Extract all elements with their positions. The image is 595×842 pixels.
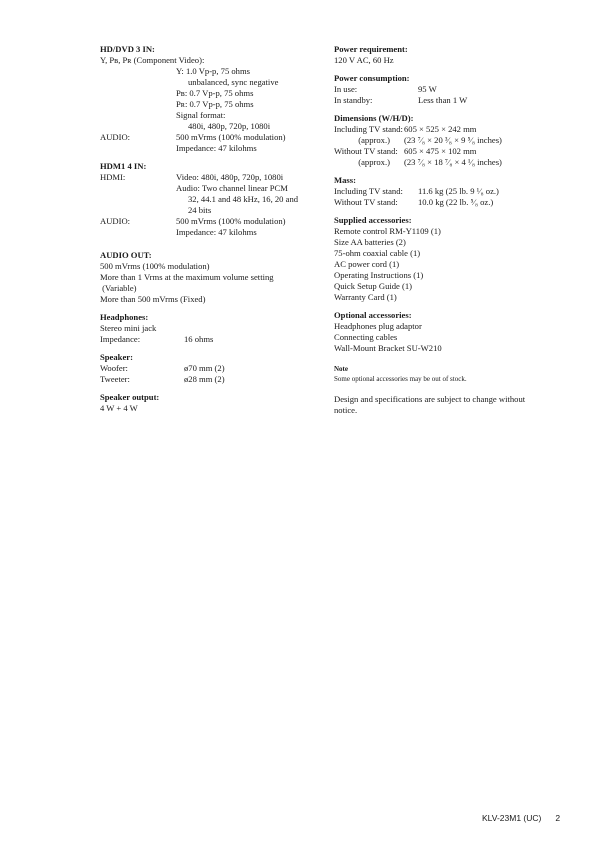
dim-incl-label: Including TV stand: (334, 124, 403, 134)
hddvd-heading: HD/DVD 3 IN: (100, 44, 155, 54)
dim-incl-inch-row (334, 135, 559, 146)
hdmi-audio-value: 500 mVrms (100% modulation) (176, 216, 286, 226)
hdmi-video: Video: 480i, 480p, 720p, 1080i (176, 172, 284, 182)
right-column (334, 44, 559, 416)
list-item: Remote control RM-Y1109 (1) (334, 226, 441, 236)
mass-excl-value: 10.0 kg (22 lb. ⁵⁄₈ oz.) (418, 197, 494, 207)
hdmi-video-row (100, 172, 320, 183)
pb-spec: Pʙ: 0.7 Vp-p, 75 ohms (176, 88, 254, 98)
audio-out-line-1: 500 mVrms (100% modulation) (100, 261, 210, 271)
woofer-label: Woofer: (100, 363, 128, 373)
woofer-row (100, 363, 320, 374)
headphones-impedance-row (100, 334, 320, 345)
list-item: 75-ohm coaxial cable (1) (334, 248, 421, 258)
hdmi-audio-3: 24 bits (188, 205, 212, 215)
list-item: Wall-Mount Bracket SU-W210 (334, 343, 442, 353)
pr-spec: Pʀ: 0.7 Vp-p, 75 ohms (176, 99, 254, 109)
model-number: KLV-23M1 (UC) (482, 813, 542, 823)
speaker-output-value: 4 W + 4 W (100, 403, 138, 413)
woofer-value: ø70 mm (2) (184, 363, 225, 373)
speaker-output-heading: Speaker output: (100, 392, 160, 402)
tweeter-row (100, 374, 320, 385)
speaker-heading: Speaker: (100, 352, 133, 362)
hddvd-impedance: Impedance: 47 kilohms (176, 143, 257, 153)
supplied-accessories-heading: Supplied accessories: (334, 215, 412, 225)
signal-formats: 480i, 480p, 720p, 1080i (188, 121, 271, 131)
page-footer (482, 813, 560, 824)
y-spec-2: unbalanced, sync negative (188, 77, 279, 87)
y-spec: Y: 1.0 Vp-p, 75 ohms (176, 66, 251, 76)
list-item: Quick Setup Guide (1) (334, 281, 413, 291)
standby-label: In standby: (334, 95, 373, 105)
note-text: Some optional accessories may be out of stock. (334, 375, 467, 383)
list-item: Warranty Card (1) (334, 292, 397, 302)
list-item: Connecting cables (334, 332, 398, 342)
power-consumption-heading: Power consumption: (334, 73, 410, 83)
dim-incl-inch: (23 ⁷⁄₈ × 20 ³⁄₈ × 9 ⁵⁄₈ inches) (404, 135, 502, 145)
mass-incl-row (334, 186, 559, 197)
audio-out-line-4: More than 500 mVrms (Fixed) (100, 294, 206, 304)
power-requirement-heading: Power requirement: (334, 44, 408, 54)
dim-excl-value: 605 × 475 × 102 mm (404, 146, 477, 156)
audio-label: AUDIO: (100, 132, 131, 142)
hdmi-audio-2: 32, 44.1 and 48 kHz, 16, 20 and (188, 194, 299, 204)
left-column (100, 44, 320, 414)
dim-incl-approx: (approx.) (358, 135, 390, 145)
hdmi-audio-1: Audio: Two channel linear PCM (176, 183, 288, 193)
signal-format-label: Signal format: (176, 110, 226, 120)
headphones-imp-value: 16 ohms (184, 334, 214, 344)
tweeter-value: ø28 mm (2) (184, 374, 225, 384)
list-item: Size AA batteries (2) (334, 237, 406, 247)
tweeter-label: Tweeter: (100, 374, 130, 384)
audio-out-heading: AUDIO OUT: (100, 250, 152, 260)
list-item: AC power cord (1) (334, 259, 400, 269)
hdmi-heading: HDM1 4 IN: (100, 161, 147, 171)
hdmi-impedance: Impedance: 47 kilohms (176, 227, 257, 237)
mass-heading: Mass: (334, 175, 356, 185)
mass-incl-value: 11.6 kg (25 lb. 9 ¹⁄₈ oz.) (418, 186, 499, 196)
dim-incl-value: 605 × 525 × 242 mm (404, 124, 477, 134)
note-heading: Note (334, 365, 348, 373)
list-item: Operating Instructions (1) (334, 270, 424, 280)
dim-excl-row (334, 146, 559, 157)
hddvd-audio-row (100, 132, 320, 143)
page-number: 2 (555, 813, 561, 823)
hdmi-label: HDMI: (100, 172, 126, 182)
dim-excl-inch: (23 ⁷⁄₈ × 18 ⁷⁄₈ × 4 ¹⁄₈ inches) (404, 157, 502, 167)
dim-excl-label: Without TV stand: (334, 146, 398, 156)
hdmi-audio-row (100, 216, 320, 227)
headphones-imp-label: Impedance: (100, 334, 141, 344)
component-label: Y, Pʙ, Pʀ (Component Video): (100, 55, 205, 65)
audio-value: 500 mVrms (100% modulation) (176, 132, 286, 142)
headphones-heading: Headphones: (100, 312, 149, 322)
power-requirement-value: 120 V AC, 60 Hz (334, 55, 394, 65)
mass-excl-row (334, 197, 559, 208)
in-use-label: In use: (334, 84, 358, 94)
hdmi-audio-label: AUDIO: (100, 216, 131, 226)
disclaimer: Design and specifications are subject to change without notice. (334, 394, 526, 415)
mass-excl-label: Without TV stand: (334, 197, 398, 207)
standby-row (334, 95, 559, 106)
standby-value: Less than 1 W (418, 95, 468, 105)
in-use-value: 95 W (418, 84, 437, 94)
headphones-jack: Stereo mini jack (100, 323, 157, 333)
audio-out-line-3: (Variable) (100, 283, 137, 293)
dim-excl-approx: (approx.) (358, 157, 390, 167)
list-item: Headphones plug adaptor (334, 321, 422, 331)
audio-out-line-2: More than 1 Vrms at the maximum volume setting (100, 272, 274, 282)
optional-accessories-heading: Optional accessories: (334, 310, 412, 320)
mass-incl-label: Including TV stand: (334, 186, 403, 196)
dim-incl-row (334, 124, 559, 135)
dim-excl-inch-row (334, 157, 559, 168)
dimensions-heading: Dimensions (W/H/D): (334, 113, 414, 123)
in-use-row (334, 84, 559, 95)
